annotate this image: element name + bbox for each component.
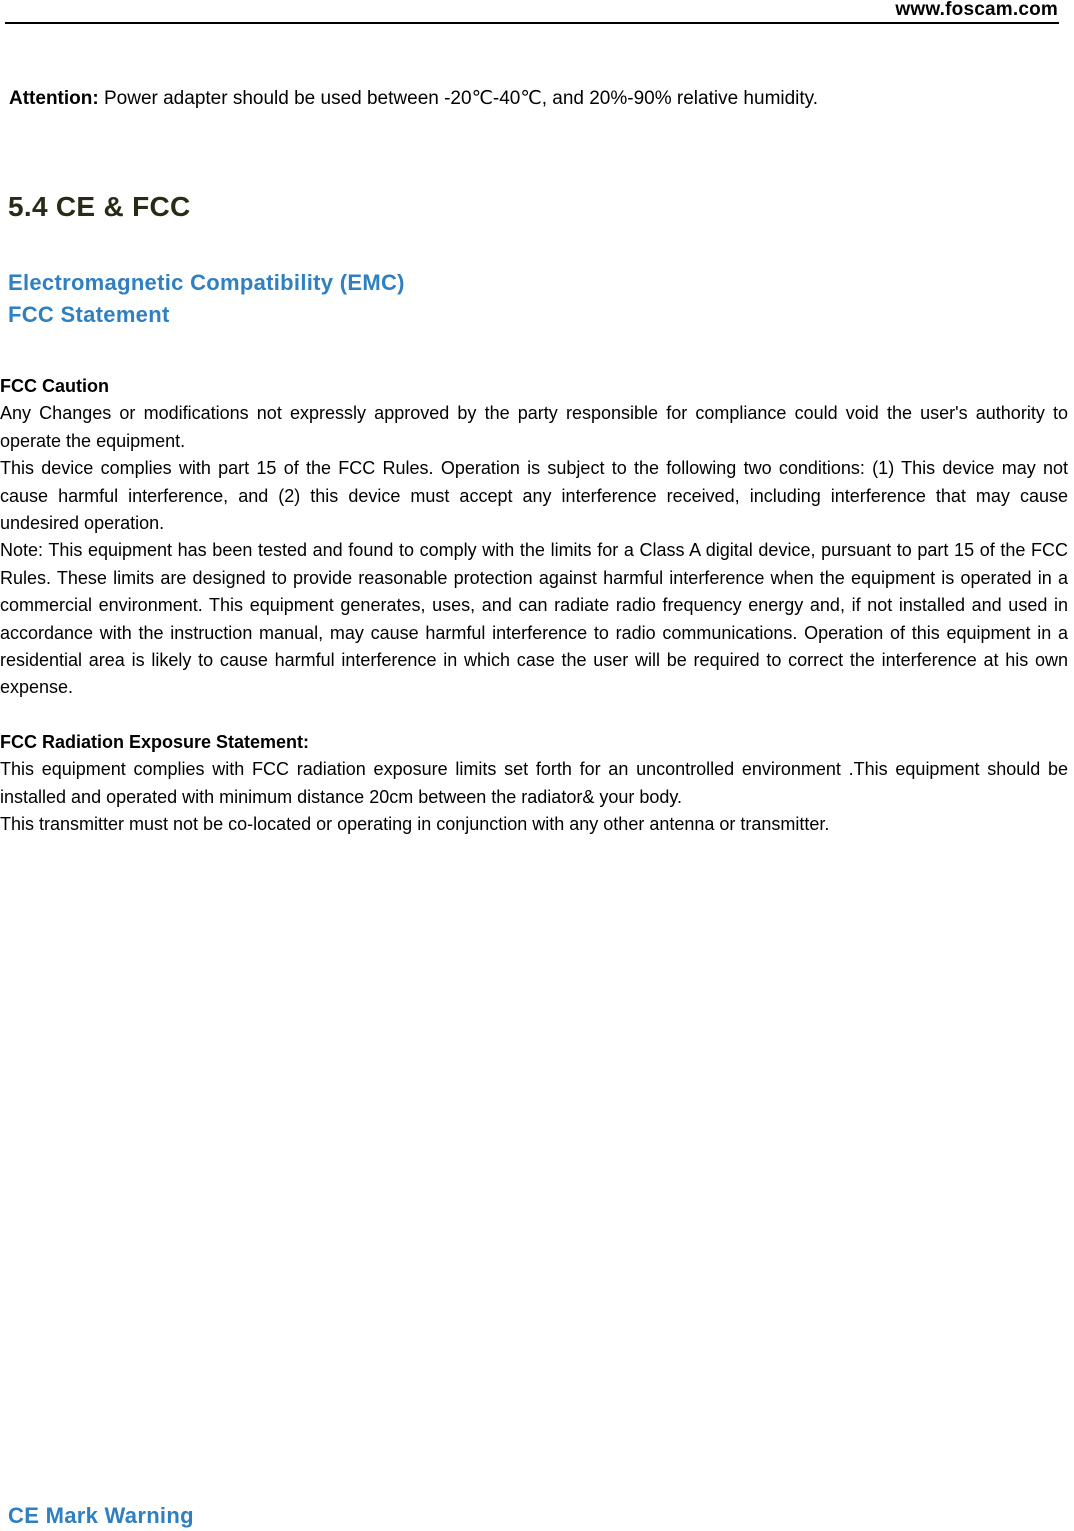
section-title: 5.4 CE & FCC: [8, 191, 191, 222]
attention-label: Attention:: [9, 88, 99, 109]
fcc-caution-paragraph-conditions: This device complies with part 15 of the FCC Rules. Operation is subject to the following two conditions: (1) This device may not cause harmful interference, and (2) this device must accept any interference received, including interference that may cause undesired operation.: [0, 458, 1068, 534]
header-website-url: www.foscam.com: [895, 0, 1058, 20]
header-divider: [5, 22, 1059, 24]
emc-heading: Electromagnetic Compatibility (EMC): [8, 270, 405, 295]
fcc-caution-paragraph-changes: Any Changes or modifications not expressly approved by the party responsible for compliance could void the user's authority to operate the equipment.: [0, 403, 1068, 451]
attention-note: [9, 87, 818, 111]
fcc-statement-heading: FCC Statement: [8, 302, 170, 327]
transmitter-colocation-paragraph: This transmitter must not be co-located or operating in conjunction with any other antenna or transmitter.: [0, 814, 830, 835]
attention-text: Power adapter should be used between -20℃-40℃, and 20%-90% relative humidity.: [98, 88, 819, 109]
ce-mark-warning-heading: CE Mark Warning: [8, 1503, 194, 1528]
radiation-exposure-title: FCC Radiation Exposure Statement:: [0, 731, 310, 752]
fcc-caution-title: FCC Caution: [0, 376, 109, 396]
section-spacer: [0, 702, 1068, 729]
fcc-caution-paragraph-note: Note: This equipment has been tested and found to comply with the limits for a Class A digital device, pursuant to part 15 of the FCC Rules. These limits are designed to provide reasonable protection against harmful interference when the equipment is operated in a commercial environment. This equipment generates, uses, and can radiate radio frequency energy and, if not installed and used in accordance with the instruction manual, may cause harmful interference to radio communications. Operation of this equipment in a residential area is likely to cause harmful interference in which case the user will be required to correct the interference at his own expense.: [0, 540, 1068, 698]
fcc-content: [0, 373, 1068, 839]
radiation-exposure-paragraph: This equipment complies with FCC radiation exposure limits set forth for an uncontrolled environment .This equipment should be installed and operated with minimum distance 20cm between the radiator& your body.: [0, 759, 1068, 807]
